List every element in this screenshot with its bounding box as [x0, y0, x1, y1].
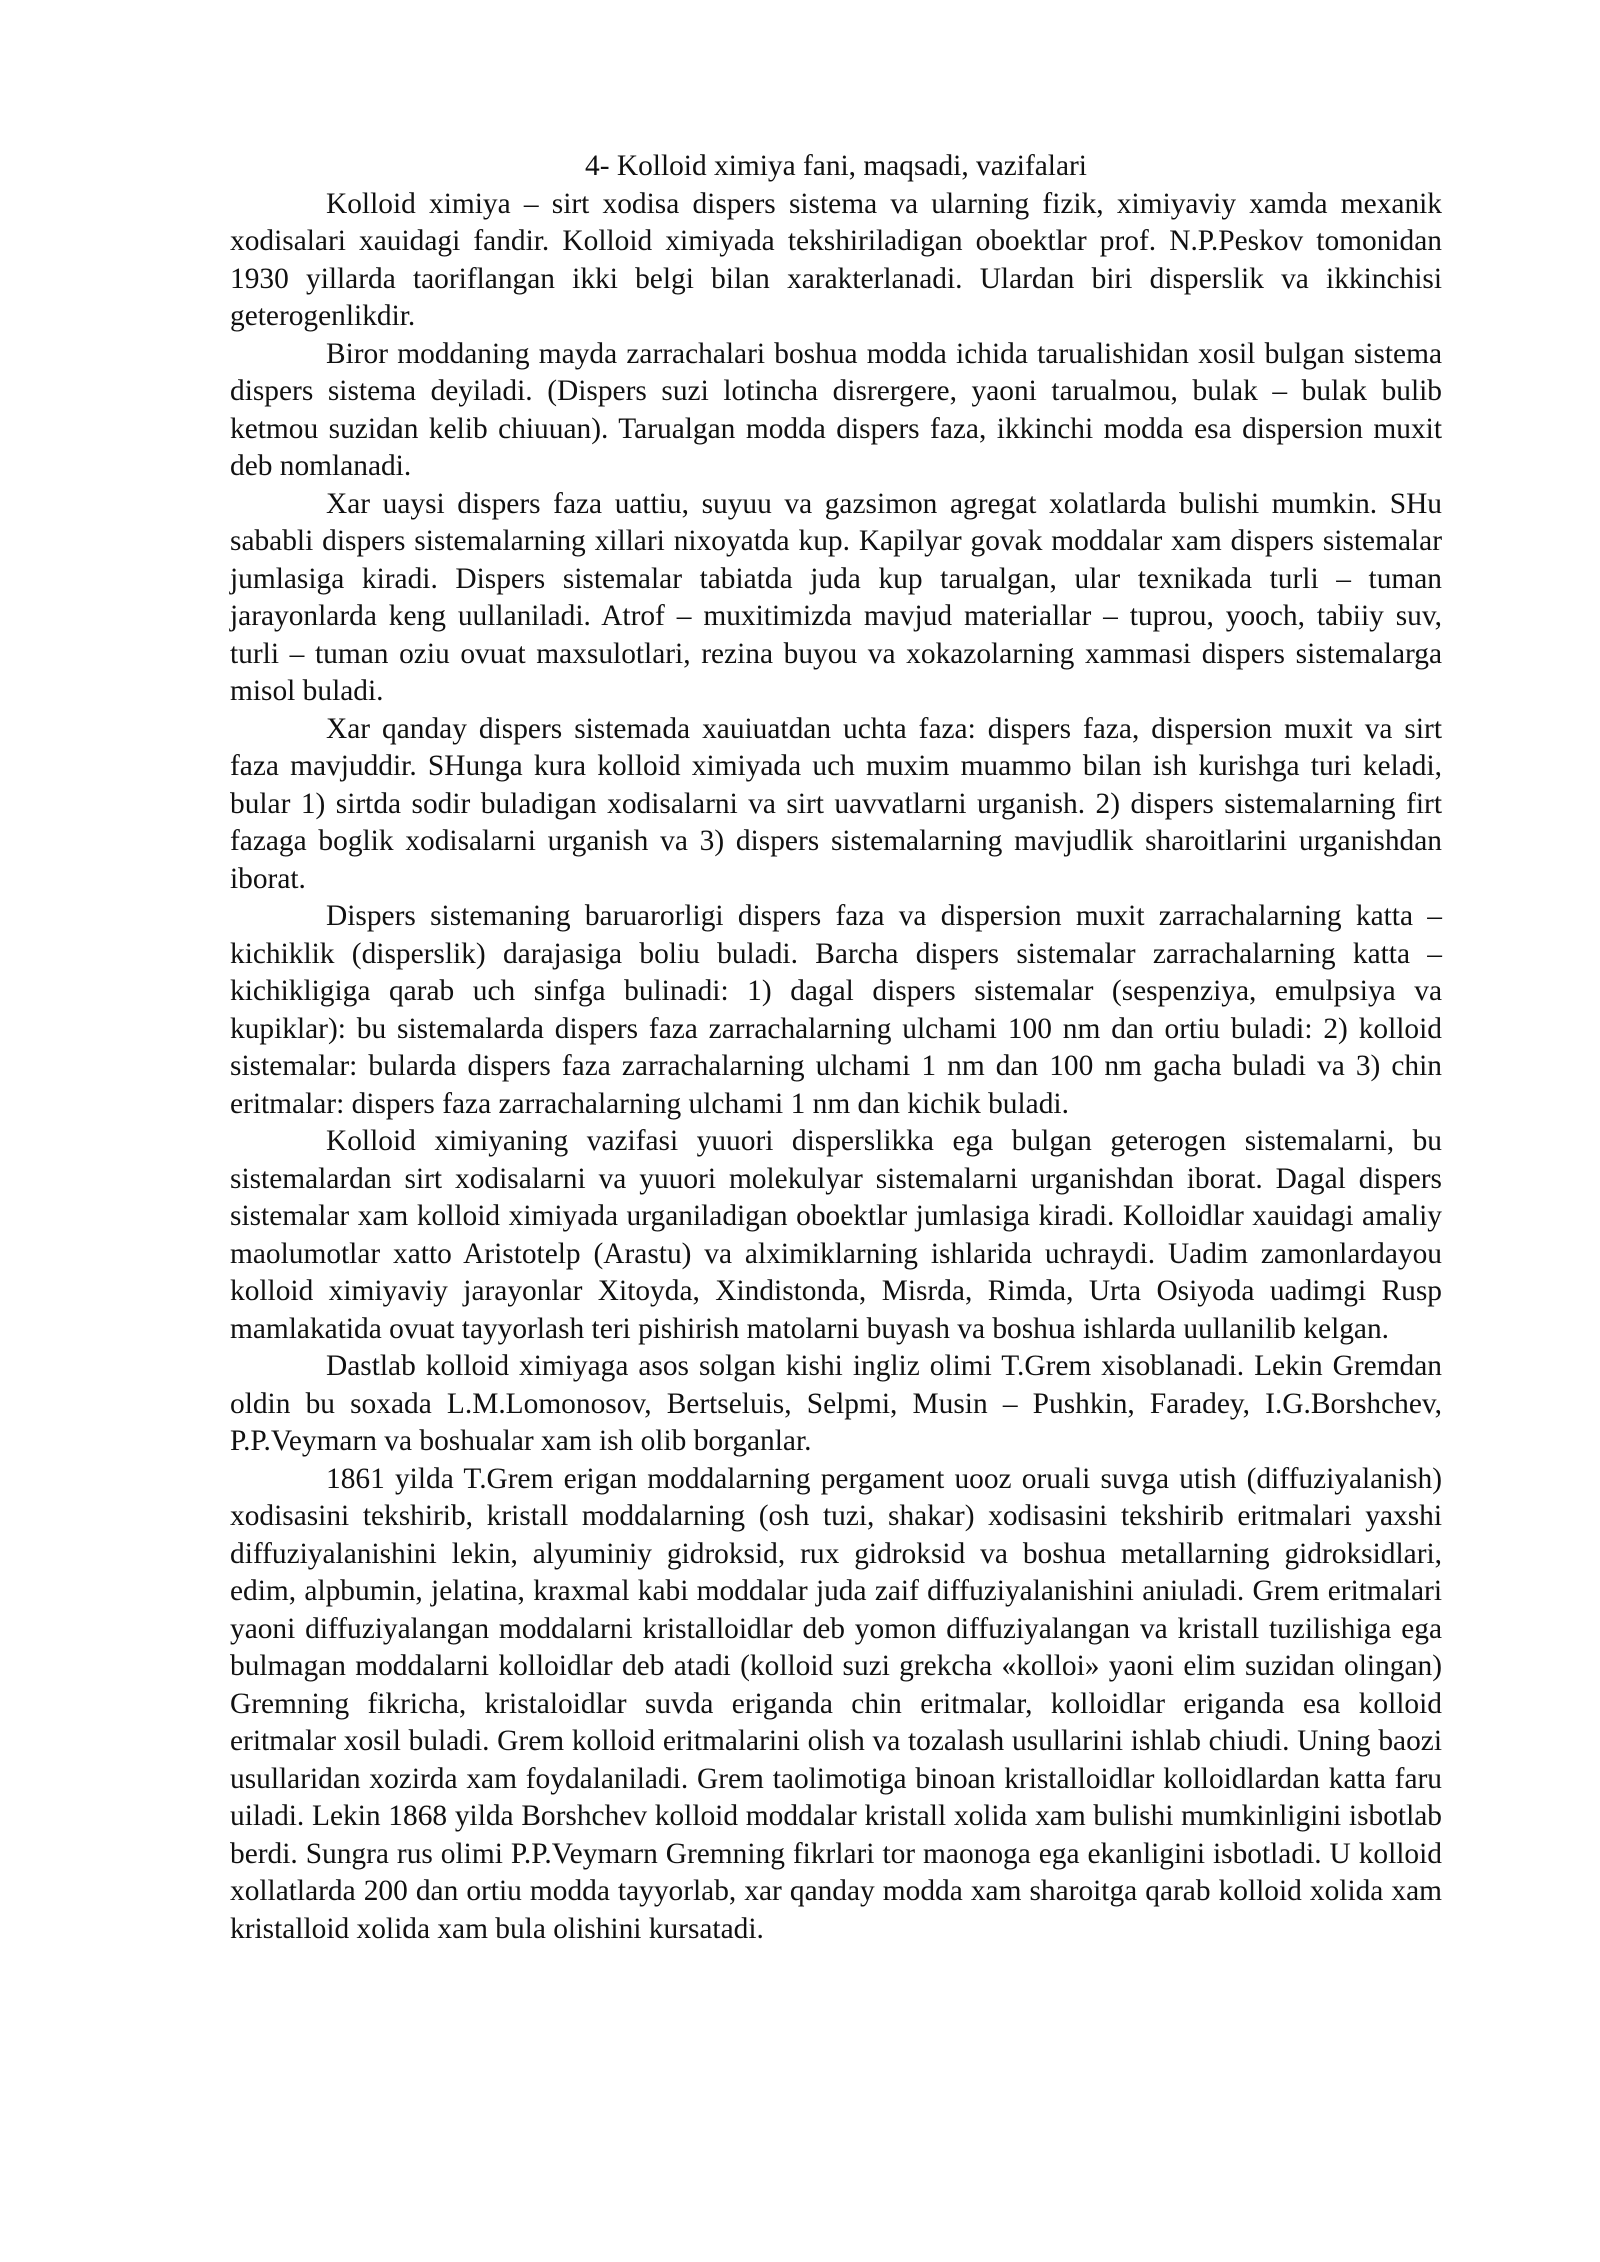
paragraph: Dispers sistemaning baruarorligi dispers faza va dispersion muxit zarrachalarning katta – kichiklik (disperslik) darajasiga boliu buladi. Barcha dispers sistemalar zarrachalarning katta – kichikligiga qarab uch sinfga bulinadi: 1) dagal dispers sistemalar (sespenziya, emulpsiya va kupiklar): bu sistemalarda dispers faza zarrachalarning ulchami 100 nm dan ortiu buladi: 2) kolloid sistemalar: bularda dispers faza zarrachalarning ulchami 1 nm dan 100 nm gacha buladi va 3) chin eritmalar: dispers faza zarrachalarning ulchami 1 nm dan kichik buladi. — [230, 900, 1442, 1120]
document-page — [230, 148, 1442, 1948]
paragraph: Xar uaysi dispers faza uattiu, suyuu va gazsimon agregat xolatlarda bulishi mumkin. SHu sababli dispers sistemalarning xillari nixoyatda kup. Kapilyar govak moddalar xam dispers sistemalar jumlasiga kiradi. Dispers sistemalar tabiatda juda kup tarualgan, ular texnikada turli – tuman jarayonlarda keng uullaniladi. Atrof – muxitimizda mavjud materiallar – tuprou, yooch, tabiiy suv, turli – tuman oziu ovuat maxsulotlari, rezina buyou va xokazolarning xammasi dispers sistemalarga misol buladi. — [230, 487, 1442, 707]
paragraph: Xar qanday dispers sistemada xauiuatdan uchta faza: dispers faza, dispersion muxit va sirt faza mavjuddir. SHunga kura kolloid ximiyada uch muxim muammo bilan ish kurishga turi keladi, bular 1) sirtda sodir buladigan xodisalarni va sirt uavvatlarni urganish. 2) dispers sistemalarning firt fazaga boglik xodisalarni urganish va 3) dispers sistemalarning mavjudlik sharoitlarini urganishdan iborat. — [230, 712, 1442, 895]
paragraph: Kolloid ximiyaning vazifasi yuuori disperslikka ega bulgan geterogen sistemalarni, bu sistemalardan sirt xodisalarni va yuuori molekulyar sistemalarni urganishdan iborat. Dagal dispers sistemalar xam kolloid ximiyada urganiladigan oboektlar jumlasiga kiradi. Kolloidlar xauidagi amaliy maolumotlar xatto Aristotelp (Arastu) va alximiklarning ishlarida uchraydi. Uadim zamonlardayou kolloid ximiyaviy jarayonlar Xitoyda, Xindistonda, Misrda, Rimda, Urta Osiyoda uadimgi Rusp mamlakatida ovuat tayyorlash teri pishirish matolarni buyash va boshua ishlarda uullanilib kelgan. — [230, 1125, 1442, 1345]
paragraph: Kolloid ximiya – sirt xodisa dispers sistema va ularning fizik, ximiyaviy xamda mexanik xodisalari xauidagi fandir. Kolloid ximiyada tekshiriladigan oboektlar prof. N.P.Peskov tomonidan 1930 yillarda taoriflangan ikki belgi bilan xarakterlanadi. Ulardan biri disperslik va ikkinchisi geterogenlikdir. — [230, 187, 1442, 332]
paragraph: Biror moddaning mayda zarrachalari boshua modda ichida tarualishidan xosil bulgan sistema dispers sistema deyiladi. (Dispers suzi lotincha disrergere, yaoni tarualmou, bulak – bulak bulib ketmou suzidan kelib chiuuan). Tarualgan modda dispers faza, ikkinchi modda esa dispersion muxit deb nomlanadi. — [230, 337, 1442, 482]
paragraph: Dastlab kolloid ximiyaga asos solgan kishi ingliz olimi T.Grem xisoblanadi. Lekin Gremdan oldin bu soxada L.M.Lomonosov, Bertseluis, Selpmi, Musin – Pushkin, Faradey, I.G.Borshchev, P.P.Veymarn va boshualar xam ish olib borganlar. — [230, 1350, 1442, 1457]
paragraph: 1861 yilda T.Grem erigan moddalarning pergament uooz oruali suvga utish (diffuziyalanish) xodisasini tekshirib, kristall moddalarning (osh tuzi, shakar) xodisasini tekshirib eritmalari yaxshi diffuziyalanishini lekin, alyuminiy gidroksid, rux gidroksid va boshua metallarning gidroksidlari, edim, alpbumin, jelatina, kraxmal kabi moddalar juda zaif diffuziyalanishini aniuladi. Grem eritmalari yaoni diffuziyalangan moddalarni kristalloidlar deb yomon diffuziyalangan va kristall tuzilishiga ega bulmagan moddalarni kolloidlar deb atadi (kolloid suzi grekcha «kolloi» yaoni elim suzidan olingan) Gremning fikricha, kristaloidlar suvda eriganda chin eritmalar, kolloidlar eriganda esa kolloid eritmalar xosil buladi. Grem kolloid eritmalarini olish va tozalash usullarini ishlab chiudi. Uning baozi usullaridan xozirda xam foydalaniladi. Grem taolimotiga binoan kristalloidlar kolloidlardan katta faru uiladi. Lekin 1868 yilda Borshchev kolloid moddalar kristall xolida xam bulishi mumkinligini isbotlab berdi. Sungra rus olimi P.P.Veymarn Gremning fikrlari tor maonoga ega ekanligini isbotladi. U kolloid xollatlarda 200 dan ortiu modda tayyorlab, xar qanday modda xam sharoitga qarab kolloid xolida xam kristalloid xolida xam bula olishini kursatadi. — [230, 1462, 1442, 1945]
document-title: 4- Kolloid ximiya fani, maqsadi, vazifalari — [585, 150, 1087, 182]
